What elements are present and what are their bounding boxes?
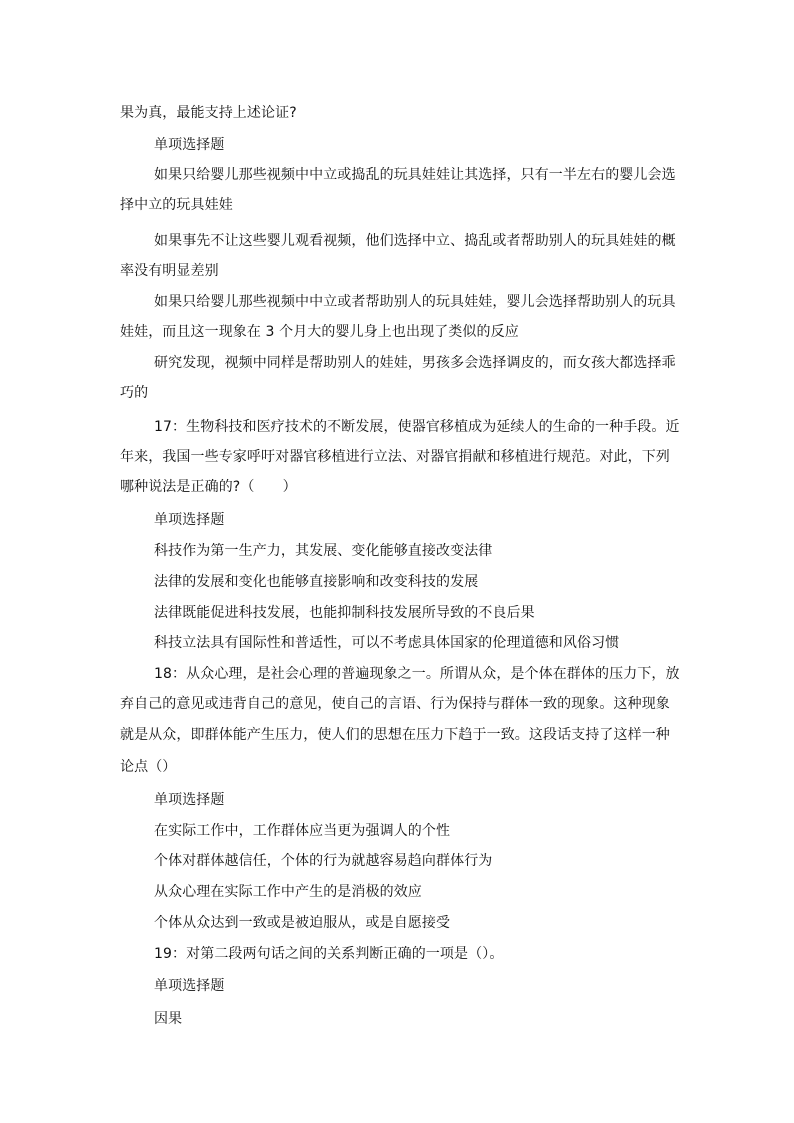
question-19-text: 19：对第二段两句话之间的关系判断正确的一项是（）。 [154, 946, 504, 962]
question-type-label: 单项选择题 [154, 792, 225, 808]
question-17-text: 17：生物科技和医疗技术的不断发展，使器官移植成为延续人的生命的一种手段。近 [154, 419, 680, 435]
option-text: 因果 [154, 1011, 183, 1027]
option-text-continued: 巧的 [120, 385, 149, 401]
option-text: 如果只给婴儿那些视频中中立或者帮助别人的玩具娃娃，婴儿会选择帮助别人的玩具 [154, 294, 676, 310]
option-text: 如果只给婴儿那些视频中中立或捣乱的玩具娃娃让其选择，只有一半左右的婴儿会选 [154, 167, 676, 183]
question-18-text: 18：从众心理，是社会心理的普遍现象之一。所谓从众，是个体在群体的压力下，放 [154, 666, 680, 682]
option-text: 法律既能促进科技发展，也能抑制科技发展所导致的不良后果 [154, 605, 535, 621]
option-text-continued: 择中立的玩具娃娃 [120, 197, 233, 213]
question-17-text-continued: 年来，我国一些专家呼吁对器官移植进行立法、对器官捐献和移植进行规范。对此，下列 [120, 449, 670, 465]
option-text: 研究发现，视频中同样是帮助别人的娃娃，男孩多会选择调皮的，而女孩大都选择乖 [154, 355, 676, 371]
option-text-continued: 率没有明显差别 [120, 263, 219, 279]
question-18-text-continued: 弃自己的意见或违背自己的意见，使自己的言语、行为保持与群体一致的现象。这种现象 [120, 696, 670, 712]
question-17-text-continued: 哪种说法是正确的?（ ） [120, 479, 297, 495]
option-text: 个体从众达到一致或是被迫服从，或是自愿接受 [154, 915, 451, 931]
question-type-label: 单项选择题 [154, 978, 225, 994]
option-text-continued: 娃娃，而且这一现象在 3 个月大的婴儿身上也出现了类似的反应 [120, 324, 519, 340]
option-text: 在实际工作中，工作群体应当更为强调人的个性 [154, 823, 451, 839]
option-text: 科技作为第一生产力，其发展、变化能够直接改变法律 [154, 543, 493, 559]
question-18-text-continued: 就是从众，即群体能产生压力，使人们的思想在压力下趋于一致。这段话支持了这样一种 [120, 727, 670, 743]
option-text: 如果事先不让这些婴儿观看视频，他们选择中立、捣乱或者帮助别人的玩具娃娃的概 [154, 233, 676, 249]
question-continuation: 果为真，最能支持上述论证? [120, 105, 297, 121]
question-type-label: 单项选择题 [154, 512, 225, 528]
option-text: 个体对群体越信任，个体的行为就越容易趋向群体行为 [154, 853, 493, 869]
option-text: 科技立法具有国际性和普适性，可以不考虑具体国家的伦理道德和风俗习惯 [154, 635, 620, 651]
question-18-text-continued: 论点（） [120, 759, 177, 775]
option-text: 法律的发展和变化也能够直接影响和改变科技的发展 [154, 574, 479, 590]
question-type-label: 单项选择题 [154, 137, 225, 153]
option-text: 从众心理在实际工作中产生的是消极的效应 [154, 884, 422, 900]
